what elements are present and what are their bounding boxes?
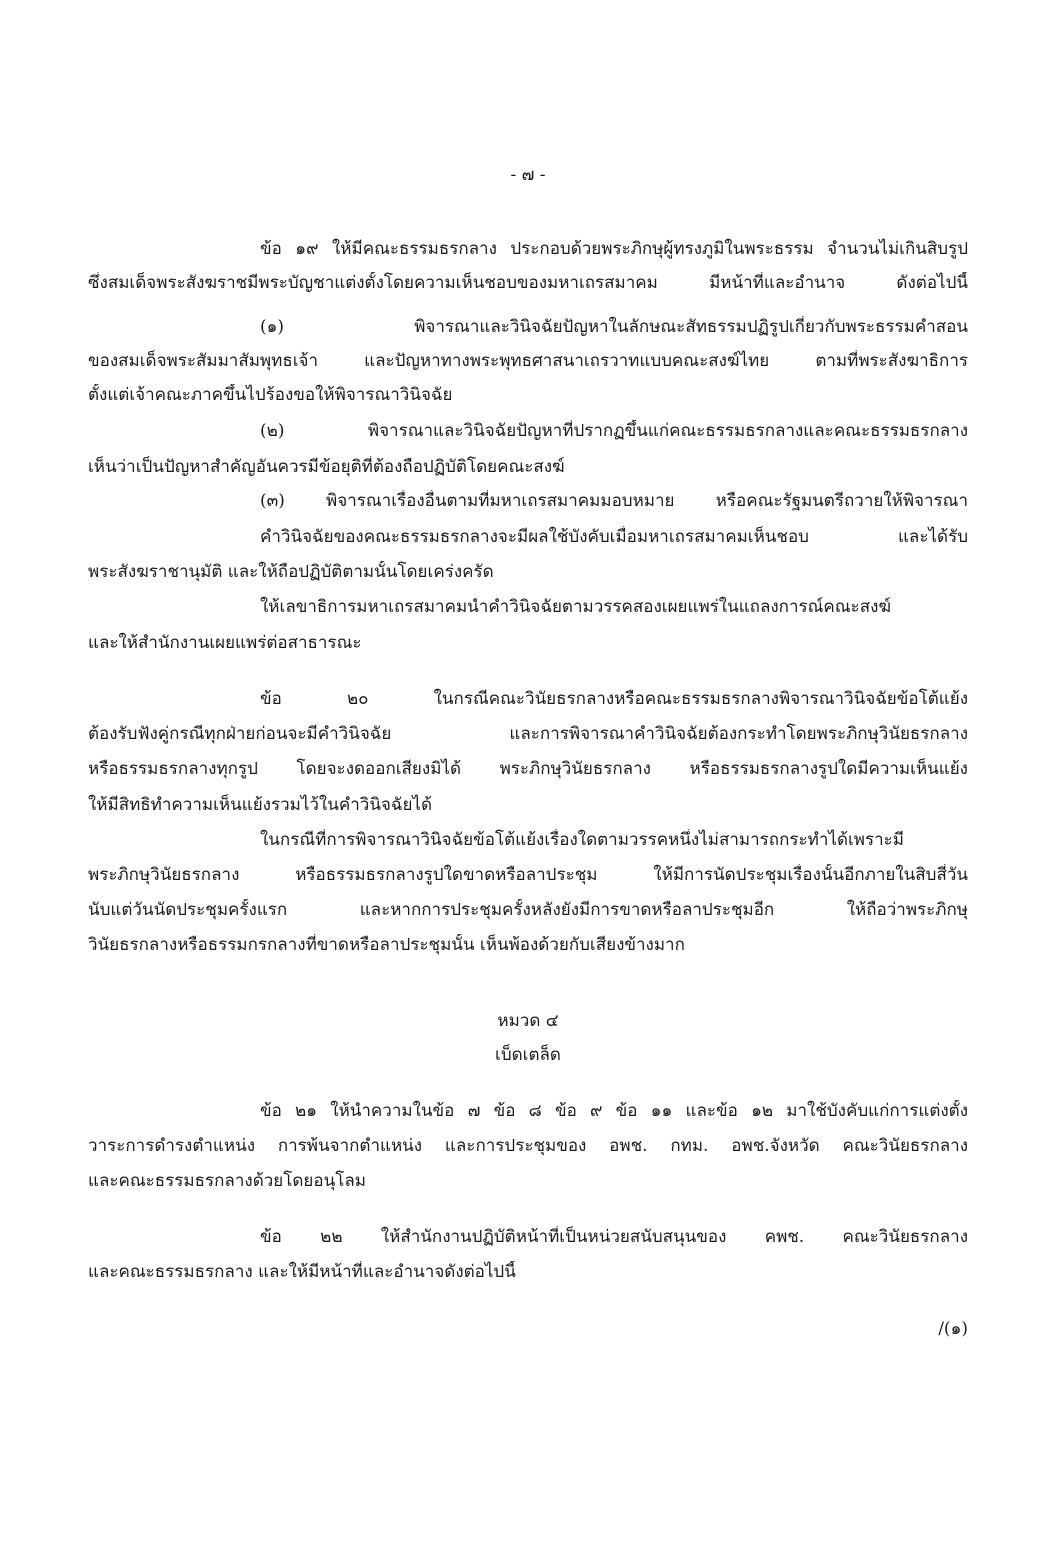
clause-19-item-1-line-2: ของสมเด็จพระสัมมาสัมพุทธเจ้า และปัญหาทางพระพุทธศาสนาเถรวาทแบบคณะสงฆ์ไทย ตามที่พระสังฆาธิการ [88,351,968,371]
clause-19-line-2: ซึ่งสมเด็จพระสังฆราชมีพระบัญชาแต่งตั้งโดยความเห็นชอบของมหาเถรสมาคม มีหน้าที่และอำนาจ ดังต่อไปนี้ [88,273,968,293]
clause-19-para-3-line-1: ให้เลขาธิการมหาเถรสมาคมนำคำวินิจฉัยตามวรรคสองเผยแพร่ในแถลงการณ์คณะสงฆ์ [260,597,891,617]
chapter-title: เบ็ดเตล็ด [495,1045,561,1065]
clause-19-item-1-line-1: (๑) พิจารณาและวินิจฉัยปัญหาในลักษณะสัทธรรมปฏิรูปเกี่ยวกับพระธรรมคำสอน [260,317,968,337]
clause-19-item-3: (๓) พิจารณาเรื่องอื่นตามที่มหาเถรสมาคมมอบหมาย หรือคณะรัฐมนตรีถวายให้พิจารณา [260,491,968,511]
clause-20-para-2-line-3: นับแต่วันนัดประชุมครั้งแรก และหากการประชุมครั้งหลังยังมีการขาดหรือลาประชุมอีก ให้ถือว่าพระภิกษุ [88,900,968,920]
clause-21-line-3: และคณะธรรมธรกลางด้วยโดยอนุโลม [88,1171,366,1191]
clause-21-line-2: วาระการดำรงตำแหน่ง การพ้นจากตำแหน่ง และการประชุมของ อพช. กทม. อพช.จังหวัด คณะวินัยธรกลาง [88,1136,968,1156]
clause-21-line-1: ข้อ ๒๑ ให้นำความในข้อ ๗ ข้อ ๘ ข้อ ๙ ข้อ ๑๑ และข้อ ๑๒ มาใช้บังคับแก่การแต่งตั้ง [260,1101,968,1121]
chapter-heading: หมวด ๔ [497,1011,559,1031]
clause-19-para-2-line-1: คำวินิจฉัยของคณะธรรมธรกลางจะมีผลใช้บังคับเมื่อมหาเถรสมาคมเห็นชอบ และได้รับ [260,527,968,547]
next-page-reference: /(๑) [938,1319,968,1339]
clause-22-line-1: ข้อ ๒๒ ให้สำนักงานปฏิบัติหน้าที่เป็นหน่วยสนับสนุนของ คพช. คณะวินัยธรกลาง [260,1227,968,1247]
clause-19-line-1: ข้อ ๑๙ ให้มีคณะธรรมธรกลาง ประกอบด้วยพระภิกษุผู้ทรงภูมิในพระธรรม จำนวนไม่เกินสิบรูป [260,239,968,259]
clause-19-item-2-line-1: (๒) พิจารณาและวินิจฉัยปัญหาที่ปรากฏขึ้นแก่คณะธรรมธรกลางและคณะธรรมธรกลาง [260,421,968,441]
clause-20-para-2-line-4: วินัยธรกลางหรือธรรมกรกลางที่ขาดหรือลาประชุมนั้น เห็นพ้องด้วยกับเสียงข้างมาก [88,935,685,955]
clause-20-line-2: ต้องรับฟังคู่กรณีทุกฝ่ายก่อนจะมีคำวินิจฉัย และการพิจารณาคำวินิจฉัยต้องกระทำโดยพระภิกษุวินัยธรกลาง [88,724,968,744]
clause-19-item-1-line-3: ตั้งแต่เจ้าคณะภาคขึ้นไปร้องขอให้พิจารณาวินิจฉัย [88,385,453,405]
clause-20-line-1: ข้อ ๒๐ ในกรณีคณะวินัยธรกลางหรือคณะธรรมธรกลางพิจารณาวินิจฉัยข้อโต้แย้ง [260,689,968,709]
clause-20-para-2-line-2: พระภิกษุวินัยธรกลาง หรือธรรมธรกลางรูปใดขาดหรือลาประชุม ให้มีการนัดประชุมเรื่องนั้นอีกภายในสิบสี่วัน [88,865,968,885]
page-number: - ๗ - [510,165,546,185]
clause-19-para-2-line-2: พระสังฆราชานุมัติ และให้ถือปฏิบัติตามนั้นโดยเคร่งครัด [88,562,494,582]
clause-20-line-4: ให้มีสิทธิทำความเห็นแย้งรวมไว้ในคำวินิจฉัยได้ [88,795,433,815]
clause-20-line-3: หรือธรรมธรกลางทุกรูป โดยจะงดออกเสียงมิได้ พระภิกษุวินัยธรกลาง หรือธรรมธรกลางรูปใดมีความเห็นแย้ง [88,759,968,779]
clause-22-line-2: และคณะธรรมธรกลาง และให้มีหน้าที่และอำนาจดังต่อไปนี้ [88,1262,516,1282]
clause-19-item-2-line-2: เห็นว่าเป็นปัญหาสำคัญอันควรมีข้อยุติที่ต้องถือปฏิบัติโดยคณะสงฆ์ [88,457,565,477]
clause-19-para-3-line-2: และให้สำนักงานเผยแพร่ต่อสาธารณะ [88,633,362,653]
clause-20-para-2-line-1: ในกรณีที่การพิจารณาวินิจฉัยข้อโต้แย้งเรื่องใดตามวรรคหนึ่งไม่สามารถกระทำได้เพราะมี [260,830,905,850]
